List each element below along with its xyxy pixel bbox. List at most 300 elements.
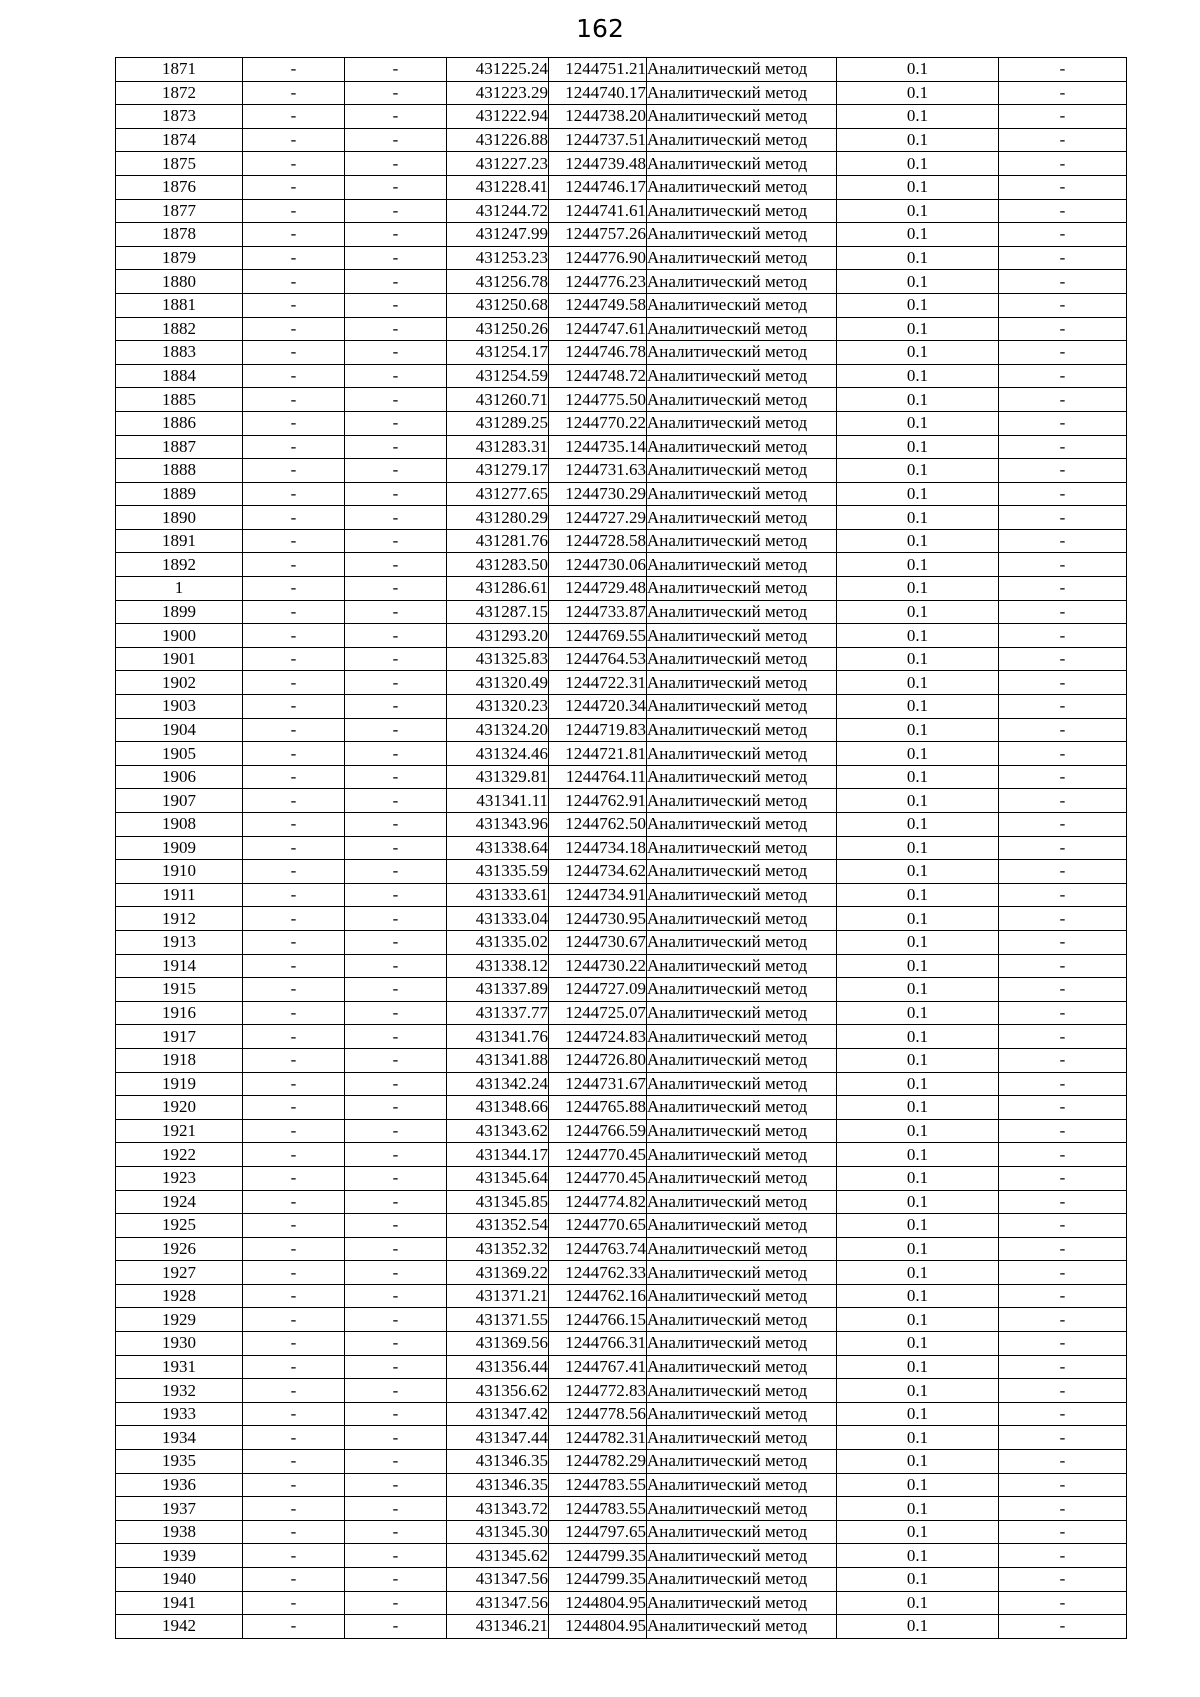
y-coordinate-cell: 1244770.45 [549,1143,647,1167]
empty-cell-b: - [345,671,447,695]
x-coordinate-cell: 431222.94 [447,105,549,129]
x-coordinate-cell: 431250.26 [447,317,549,341]
y-coordinate-cell: 1244729.48 [549,577,647,601]
accuracy-cell: 0.1 [837,317,999,341]
empty-cell-b: - [345,1119,447,1143]
method-cell: Аналитический метод [647,718,837,742]
y-coordinate-cell: 1244741.61 [549,199,647,223]
x-coordinate-cell: 431348.66 [447,1096,549,1120]
x-coordinate-cell: 431325.83 [447,647,549,671]
empty-cell-c: - [999,246,1127,270]
empty-cell-a: - [243,459,345,483]
method-cell: Аналитический метод [647,175,837,199]
y-coordinate-cell: 1244731.67 [549,1072,647,1096]
point-number-cell: 1876 [116,175,243,199]
method-cell: Аналитический метод [647,1520,837,1544]
x-coordinate-cell: 431289.25 [447,411,549,435]
x-coordinate-cell: 431293.20 [447,624,549,648]
accuracy-cell: 0.1 [837,364,999,388]
empty-cell-b: - [345,270,447,294]
x-coordinate-cell: 431345.62 [447,1544,549,1568]
empty-cell-a: - [243,1237,345,1261]
accuracy-cell: 0.1 [837,978,999,1002]
table-row [116,1096,1127,1120]
method-cell: Аналитический метод [647,742,837,766]
method-cell: Аналитический метод [647,1568,837,1592]
x-coordinate-cell: 431320.49 [447,671,549,695]
y-coordinate-cell: 1244734.62 [549,860,647,884]
accuracy-cell: 0.1 [837,58,999,82]
x-coordinate-cell: 431280.29 [447,506,549,530]
empty-cell-a: - [243,199,345,223]
empty-cell-c: - [999,411,1127,435]
point-number-cell: 1922 [116,1143,243,1167]
empty-cell-c: - [999,317,1127,341]
y-coordinate-cell: 1244765.88 [549,1096,647,1120]
empty-cell-b: - [345,1355,447,1379]
empty-cell-a: - [243,105,345,129]
empty-cell-a: - [243,152,345,176]
empty-cell-a: - [243,1497,345,1521]
empty-cell-b: - [345,600,447,624]
accuracy-cell: 0.1 [837,1025,999,1049]
accuracy-cell: 0.1 [837,341,999,365]
y-coordinate-cell: 1244766.15 [549,1308,647,1332]
table-row [116,482,1127,506]
point-number-cell: 1936 [116,1473,243,1497]
table-row [116,364,1127,388]
y-coordinate-cell: 1244776.23 [549,270,647,294]
table-row [116,671,1127,695]
point-number-cell: 1932 [116,1379,243,1403]
accuracy-cell: 0.1 [837,1166,999,1190]
table-row [116,1166,1127,1190]
table-row [116,317,1127,341]
empty-cell-c: - [999,1308,1127,1332]
table-row [116,600,1127,624]
method-cell: Аналитический метод [647,293,837,317]
empty-cell-b: - [345,1048,447,1072]
empty-cell-c: - [999,1615,1127,1639]
method-cell: Аналитический метод [647,954,837,978]
empty-cell-a: - [243,1426,345,1450]
table-row [116,1001,1127,1025]
empty-cell-a: - [243,175,345,199]
empty-cell-a: - [243,529,345,553]
x-coordinate-cell: 431346.35 [447,1473,549,1497]
empty-cell-b: - [345,1284,447,1308]
table-row [116,1190,1127,1214]
y-coordinate-cell: 1244804.95 [549,1615,647,1639]
empty-cell-b: - [345,529,447,553]
x-coordinate-cell: 431279.17 [447,459,549,483]
empty-cell-a: - [243,600,345,624]
x-coordinate-cell: 431337.77 [447,1001,549,1025]
empty-cell-c: - [999,1355,1127,1379]
y-coordinate-cell: 1244734.91 [549,883,647,907]
method-cell: Аналитический метод [647,459,837,483]
empty-cell-c: - [999,1379,1127,1403]
empty-cell-a: - [243,577,345,601]
y-coordinate-cell: 1244740.17 [549,81,647,105]
y-coordinate-cell: 1244770.45 [549,1166,647,1190]
accuracy-cell: 0.1 [837,199,999,223]
accuracy-cell: 0.1 [837,105,999,129]
empty-cell-b: - [345,1473,447,1497]
x-coordinate-cell: 431226.88 [447,128,549,152]
empty-cell-b: - [345,954,447,978]
empty-cell-c: - [999,506,1127,530]
point-number-cell: 1879 [116,246,243,270]
empty-cell-c: - [999,1591,1127,1615]
empty-cell-c: - [999,930,1127,954]
empty-cell-a: - [243,718,345,742]
empty-cell-a: - [243,223,345,247]
table-row [116,1355,1127,1379]
y-coordinate-cell: 1244720.34 [549,695,647,719]
point-number-cell: 1878 [116,223,243,247]
empty-cell-c: - [999,860,1127,884]
y-coordinate-cell: 1244769.55 [549,624,647,648]
y-coordinate-cell: 1244762.91 [549,789,647,813]
y-coordinate-cell: 1244721.81 [549,742,647,766]
table-row [116,1143,1127,1167]
empty-cell-c: - [999,1568,1127,1592]
y-coordinate-cell: 1244766.31 [549,1332,647,1356]
x-coordinate-cell: 431341.76 [447,1025,549,1049]
accuracy-cell: 0.1 [837,624,999,648]
table-row [116,1402,1127,1426]
accuracy-cell: 0.1 [837,1332,999,1356]
empty-cell-b: - [345,317,447,341]
y-coordinate-cell: 1244735.14 [549,435,647,459]
y-coordinate-cell: 1244730.06 [549,553,647,577]
table-row [116,1473,1127,1497]
empty-cell-b: - [345,1544,447,1568]
empty-cell-a: - [243,81,345,105]
empty-cell-b: - [345,647,447,671]
empty-cell-c: - [999,1284,1127,1308]
empty-cell-b: - [345,742,447,766]
x-coordinate-cell: 431223.29 [447,81,549,105]
y-coordinate-cell: 1244762.16 [549,1284,647,1308]
empty-cell-b: - [345,978,447,1002]
empty-cell-a: - [243,1450,345,1474]
table-row [116,930,1127,954]
accuracy-cell: 0.1 [837,1214,999,1238]
method-cell: Аналитический метод [647,1214,837,1238]
point-number-cell: 1902 [116,671,243,695]
empty-cell-a: - [243,647,345,671]
method-cell: Аналитический метод [647,1308,837,1332]
accuracy-cell: 0.1 [837,1072,999,1096]
accuracy-cell: 0.1 [837,1520,999,1544]
x-coordinate-cell: 431369.22 [447,1261,549,1285]
accuracy-cell: 0.1 [837,930,999,954]
method-cell: Аналитический метод [647,765,837,789]
empty-cell-c: - [999,1450,1127,1474]
x-coordinate-cell: 431341.88 [447,1048,549,1072]
empty-cell-b: - [345,789,447,813]
point-number-cell: 1877 [116,199,243,223]
empty-cell-b: - [345,718,447,742]
method-cell: Аналитический метод [647,81,837,105]
table-row [116,695,1127,719]
y-coordinate-cell: 1244724.83 [549,1025,647,1049]
y-coordinate-cell: 1244767.41 [549,1355,647,1379]
empty-cell-c: - [999,1190,1127,1214]
empty-cell-b: - [345,175,447,199]
accuracy-cell: 0.1 [837,1450,999,1474]
method-cell: Аналитический метод [647,506,837,530]
y-coordinate-cell: 1244726.80 [549,1048,647,1072]
empty-cell-a: - [243,671,345,695]
table-row [116,860,1127,884]
empty-cell-c: - [999,223,1127,247]
table-row [116,105,1127,129]
empty-cell-b: - [345,128,447,152]
accuracy-cell: 0.1 [837,81,999,105]
empty-cell-b: - [345,58,447,82]
x-coordinate-cell: 431338.64 [447,836,549,860]
accuracy-cell: 0.1 [837,388,999,412]
accuracy-cell: 0.1 [837,789,999,813]
table-row [116,883,1127,907]
empty-cell-a: - [243,1332,345,1356]
empty-cell-b: - [345,411,447,435]
method-cell: Аналитический метод [647,789,837,813]
empty-cell-a: - [243,954,345,978]
empty-cell-b: - [345,1001,447,1025]
empty-cell-b: - [345,1497,447,1521]
empty-cell-c: - [999,1119,1127,1143]
table-row [116,1544,1127,1568]
y-coordinate-cell: 1244783.55 [549,1473,647,1497]
x-coordinate-cell: 431337.89 [447,978,549,1002]
point-number-cell: 1871 [116,58,243,82]
method-cell: Аналитический метод [647,1190,837,1214]
empty-cell-b: - [345,860,447,884]
empty-cell-a: - [243,1261,345,1285]
empty-cell-c: - [999,435,1127,459]
table-row [116,624,1127,648]
method-cell: Аналитический метод [647,1237,837,1261]
y-coordinate-cell: 1244728.58 [549,529,647,553]
empty-cell-c: - [999,577,1127,601]
x-coordinate-cell: 431371.21 [447,1284,549,1308]
x-coordinate-cell: 431277.65 [447,482,549,506]
empty-cell-b: - [345,1190,447,1214]
accuracy-cell: 0.1 [837,435,999,459]
empty-cell-c: - [999,482,1127,506]
empty-cell-a: - [243,789,345,813]
point-number-cell: 1880 [116,270,243,294]
y-coordinate-cell: 1244770.65 [549,1214,647,1238]
y-coordinate-cell: 1244730.95 [549,907,647,931]
y-coordinate-cell: 1244746.78 [549,341,647,365]
point-number-cell: 1933 [116,1402,243,1426]
method-cell: Аналитический метод [647,1426,837,1450]
empty-cell-b: - [345,695,447,719]
empty-cell-b: - [345,930,447,954]
method-cell: Аналитический метод [647,1072,837,1096]
x-coordinate-cell: 431250.68 [447,293,549,317]
y-coordinate-cell: 1244747.61 [549,317,647,341]
accuracy-cell: 0.1 [837,270,999,294]
empty-cell-c: - [999,624,1127,648]
empty-cell-a: - [243,1190,345,1214]
empty-cell-a: - [243,364,345,388]
table-row [116,1119,1127,1143]
x-coordinate-cell: 431346.35 [447,1450,549,1474]
table-row [116,270,1127,294]
empty-cell-a: - [243,1096,345,1120]
empty-cell-b: - [345,341,447,365]
y-coordinate-cell: 1244774.82 [549,1190,647,1214]
method-cell: Аналитический метод [647,907,837,931]
point-number-cell: 1941 [116,1591,243,1615]
empty-cell-a: - [243,813,345,837]
y-coordinate-cell: 1244799.35 [549,1544,647,1568]
accuracy-cell: 0.1 [837,223,999,247]
empty-cell-b: - [345,1214,447,1238]
method-cell: Аналитический метод [647,813,837,837]
x-coordinate-cell: 431254.17 [447,341,549,365]
method-cell: Аналитический метод [647,1379,837,1403]
point-number-cell: 1934 [116,1426,243,1450]
method-cell: Аналитический метод [647,1450,837,1474]
y-coordinate-cell: 1244734.18 [549,836,647,860]
empty-cell-c: - [999,836,1127,860]
point-number-cell: 1915 [116,978,243,1002]
y-coordinate-cell: 1244748.72 [549,364,647,388]
empty-cell-c: - [999,1096,1127,1120]
table-row [116,459,1127,483]
method-cell: Аналитический метод [647,600,837,624]
method-cell: Аналитический метод [647,199,837,223]
point-number-cell: 1935 [116,1450,243,1474]
x-coordinate-cell: 431352.54 [447,1214,549,1238]
point-number-cell: 1925 [116,1214,243,1238]
method-cell: Аналитический метод [647,1497,837,1521]
method-cell: Аналитический метод [647,128,837,152]
point-number-cell: 1886 [116,411,243,435]
point-number-cell: 1931 [116,1355,243,1379]
empty-cell-a: - [243,1048,345,1072]
method-cell: Аналитический метод [647,1615,837,1639]
empty-cell-c: - [999,883,1127,907]
point-number-cell: 1890 [116,506,243,530]
point-number-cell: 1906 [116,765,243,789]
accuracy-cell: 0.1 [837,1473,999,1497]
y-coordinate-cell: 1244766.59 [549,1119,647,1143]
accuracy-cell: 0.1 [837,1591,999,1615]
empty-cell-c: - [999,1143,1127,1167]
empty-cell-c: - [999,813,1127,837]
point-number-cell: 1884 [116,364,243,388]
y-coordinate-cell: 1244782.29 [549,1450,647,1474]
y-coordinate-cell: 1244772.83 [549,1379,647,1403]
point-number-cell: 1921 [116,1119,243,1143]
x-coordinate-cell: 431343.96 [447,813,549,837]
x-coordinate-cell: 431338.12 [447,954,549,978]
accuracy-cell: 0.1 [837,152,999,176]
table-row [116,199,1127,223]
y-coordinate-cell: 1244762.33 [549,1261,647,1285]
point-number-cell: 1916 [116,1001,243,1025]
method-cell: Аналитический метод [647,1591,837,1615]
table-row [116,58,1127,82]
y-coordinate-cell: 1244733.87 [549,600,647,624]
point-number-cell: 1887 [116,435,243,459]
empty-cell-c: - [999,81,1127,105]
method-cell: Аналитический метод [647,978,837,1002]
empty-cell-c: - [999,1072,1127,1096]
empty-cell-b: - [345,553,447,577]
empty-cell-c: - [999,364,1127,388]
method-cell: Аналитический метод [647,860,837,884]
empty-cell-c: - [999,695,1127,719]
empty-cell-c: - [999,152,1127,176]
empty-cell-c: - [999,647,1127,671]
empty-cell-c: - [999,1497,1127,1521]
empty-cell-b: - [345,836,447,860]
empty-cell-c: - [999,1025,1127,1049]
empty-cell-c: - [999,718,1127,742]
x-coordinate-cell: 431247.99 [447,223,549,247]
accuracy-cell: 0.1 [837,883,999,907]
x-coordinate-cell: 431341.11 [447,789,549,813]
x-coordinate-cell: 431260.71 [447,388,549,412]
point-number-cell: 1905 [116,742,243,766]
x-coordinate-cell: 431286.61 [447,577,549,601]
point-number-cell: 1929 [116,1308,243,1332]
point-number-cell: 1920 [116,1096,243,1120]
accuracy-cell: 0.1 [837,1143,999,1167]
empty-cell-c: - [999,553,1127,577]
x-coordinate-cell: 431283.31 [447,435,549,459]
empty-cell-a: - [243,1402,345,1426]
accuracy-cell: 0.1 [837,506,999,530]
x-coordinate-cell: 431345.30 [447,1520,549,1544]
point-number-cell: 1937 [116,1497,243,1521]
empty-cell-b: - [345,1450,447,1474]
y-coordinate-cell: 1244746.17 [549,175,647,199]
x-coordinate-cell: 431333.04 [447,907,549,931]
table-row [116,1048,1127,1072]
method-cell: Аналитический метод [647,152,837,176]
empty-cell-c: - [999,58,1127,82]
empty-cell-a: - [243,1072,345,1096]
y-coordinate-cell: 1244725.07 [549,1001,647,1025]
x-coordinate-cell: 431281.76 [447,529,549,553]
empty-cell-b: - [345,1332,447,1356]
empty-cell-b: - [345,199,447,223]
point-number-cell: 1942 [116,1615,243,1639]
point-number-cell: 1912 [116,907,243,931]
empty-cell-a: - [243,58,345,82]
x-coordinate-cell: 431256.78 [447,270,549,294]
point-number-cell: 1918 [116,1048,243,1072]
y-coordinate-cell: 1244764.11 [549,765,647,789]
table-row [116,1497,1127,1521]
table-row [116,1237,1127,1261]
empty-cell-b: - [345,1237,447,1261]
point-number-cell: 1 [116,577,243,601]
point-number-cell: 1940 [116,1568,243,1592]
y-coordinate-cell: 1244804.95 [549,1591,647,1615]
point-number-cell: 1888 [116,459,243,483]
